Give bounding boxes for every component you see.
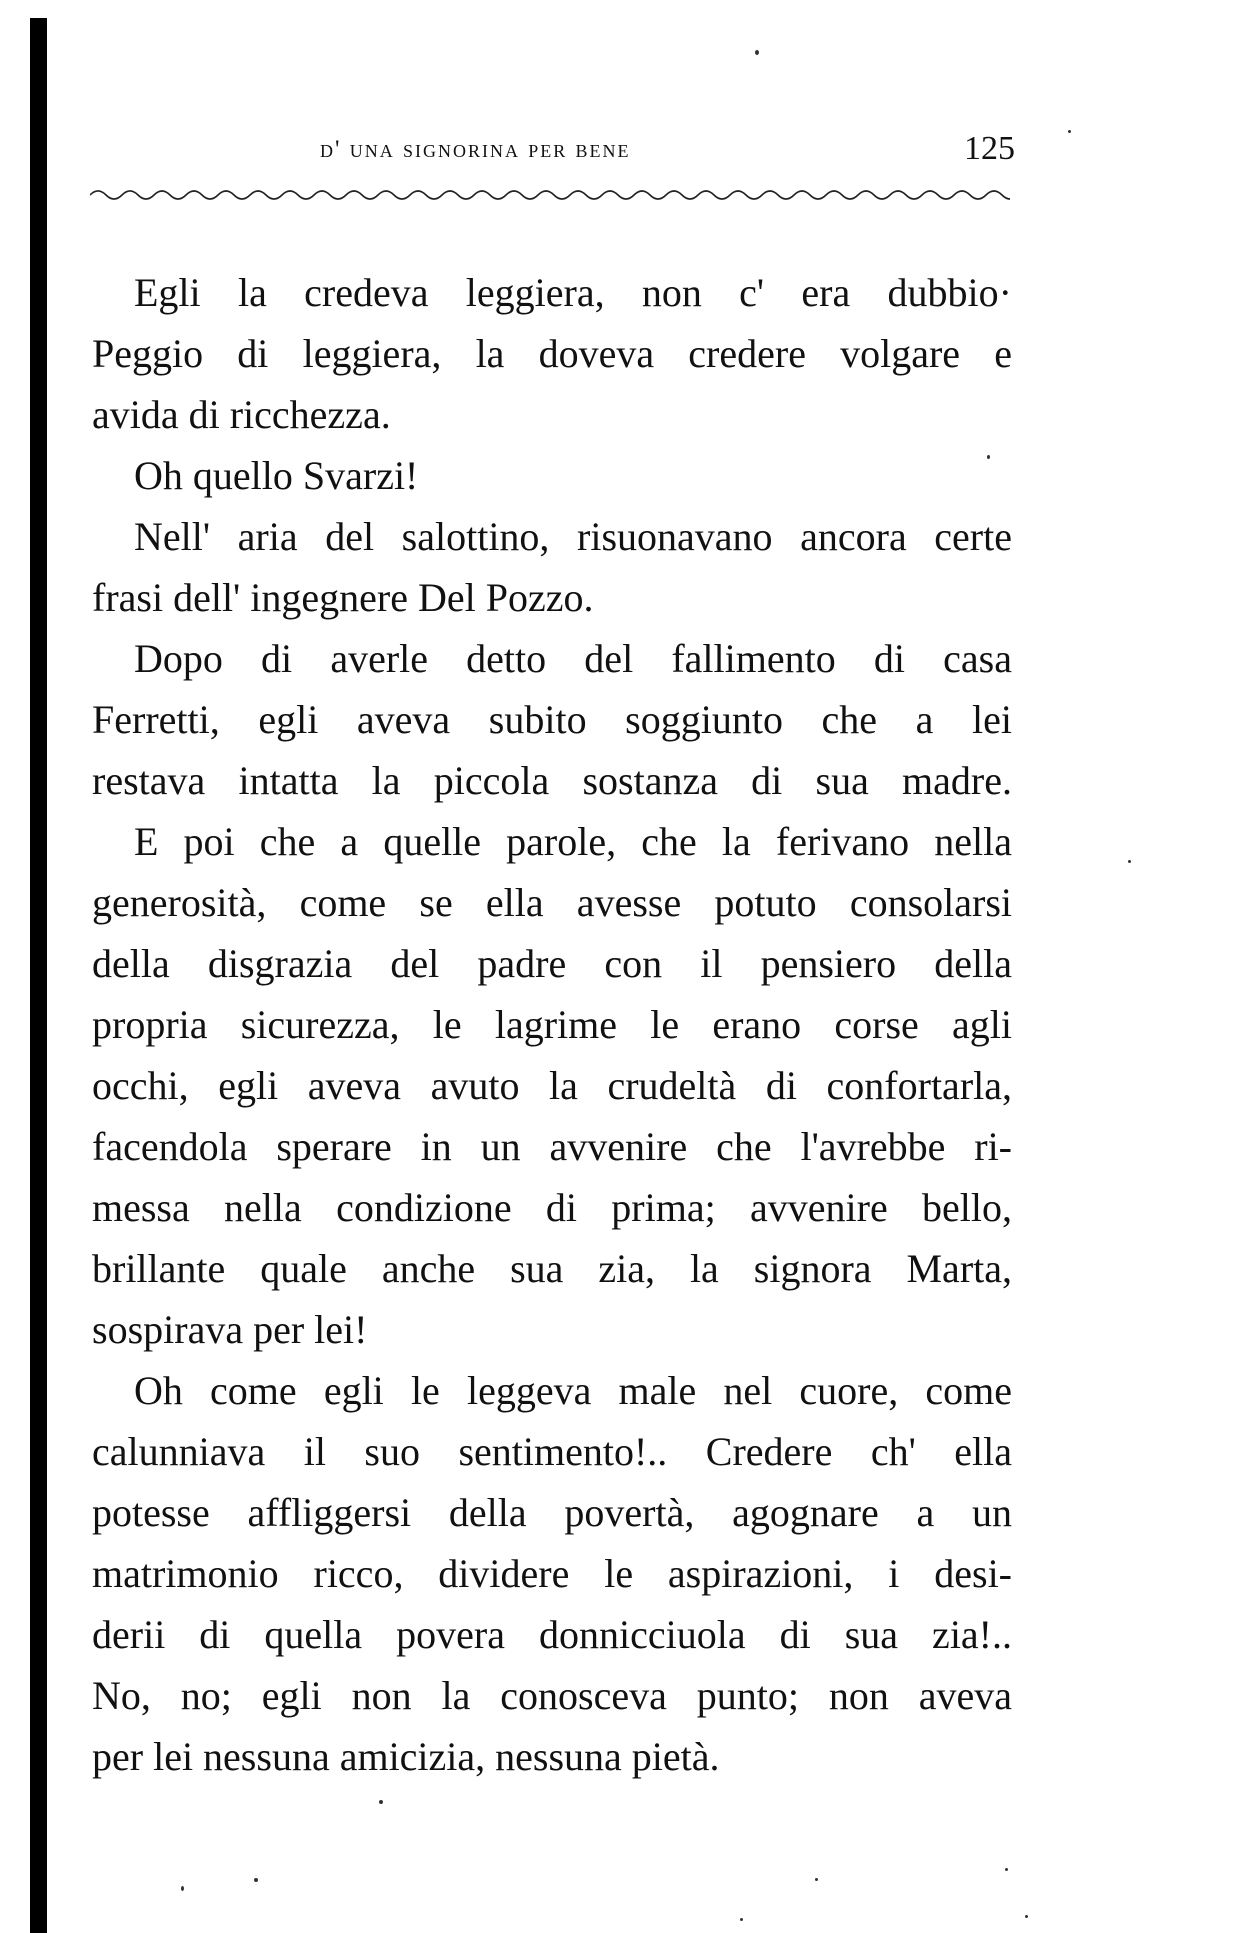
text-line: propria sicurezza, le lagrime le erano corse agli xyxy=(92,1002,1012,1047)
text-line: potesse affliggersi della povertà, agognare a un xyxy=(92,1490,1012,1535)
text-line: Dopo di averle detto del fallimento di casa xyxy=(134,636,1012,681)
body-text xyxy=(92,262,1012,1787)
text-line: calunniava il suo sentimento!.. Credere ch' ella xyxy=(92,1429,1012,1474)
scan-speck xyxy=(815,1878,818,1881)
text-line: della disgrazia del padre con il pensiero della xyxy=(92,941,1012,986)
text-line: Nell' aria del salottino, risuonavano ancora certe xyxy=(134,514,1012,559)
scan-speck xyxy=(755,50,759,55)
text-line: avida di ricchezza. xyxy=(92,392,391,437)
running-head: d' una signorina per bene xyxy=(320,136,631,163)
text-line: E poi che a quelle parole, che la ferivano nella xyxy=(134,819,1012,864)
text-line: derii di quella povera donnicciuola di sua zia!.. xyxy=(92,1612,1012,1657)
text-line: facendola sperare in un avvenire che l'avrebbe ri- xyxy=(92,1124,1012,1169)
text-line: occhi, egli aveva avuto la crudeltà di confortarla, xyxy=(92,1063,1012,1108)
text-line: frasi dell' ingegnere Del Pozzo. xyxy=(92,575,594,620)
scan-speck xyxy=(740,1918,743,1921)
text-line: generosità, come se ella avesse potuto consolarsi xyxy=(92,880,1012,925)
page-number: 125 xyxy=(964,130,1015,167)
text-line: Egli la credeva leggiera, non c' era dubbio· xyxy=(134,270,1012,315)
text-line: restava intatta la piccola sostanza di sua madre. xyxy=(92,758,1012,803)
scan-speck xyxy=(1005,1868,1008,1871)
text-line: per lei nessuna amicizia, nessuna pietà. xyxy=(92,1734,720,1779)
scan-speck xyxy=(181,1886,184,1891)
scan-speck xyxy=(1025,1915,1028,1918)
text-line: No, no; egli non la conosceva punto; non aveva xyxy=(92,1673,1012,1718)
scan-speck xyxy=(987,455,990,459)
binding-edge xyxy=(30,18,47,1933)
text-line: sospirava per lei! xyxy=(92,1307,368,1352)
text-line: Ferretti, egli aveva subito soggiunto che a lei xyxy=(92,697,1012,742)
text-line: brillante quale anche sua zia, la signora Marta, xyxy=(92,1246,1012,1291)
text-line: Oh come egli le leggeva male nel cuore, come xyxy=(134,1368,1012,1413)
scan-speck xyxy=(1068,130,1071,133)
text-line: Peggio di leggiera, la doveva credere volgare e xyxy=(92,331,1012,376)
text-line: messa nella condizione di prima; avvenire bello, xyxy=(92,1185,1012,1230)
scan-speck xyxy=(379,1800,383,1804)
wavy-rule-divider xyxy=(90,183,1010,207)
text-line: matrimonio ricco, dividere le aspirazioni, i desi- xyxy=(92,1551,1012,1596)
scan-speck xyxy=(254,1878,258,1882)
text-line: Oh quello Svarzi! xyxy=(134,453,419,498)
scan-speck xyxy=(1128,860,1131,863)
